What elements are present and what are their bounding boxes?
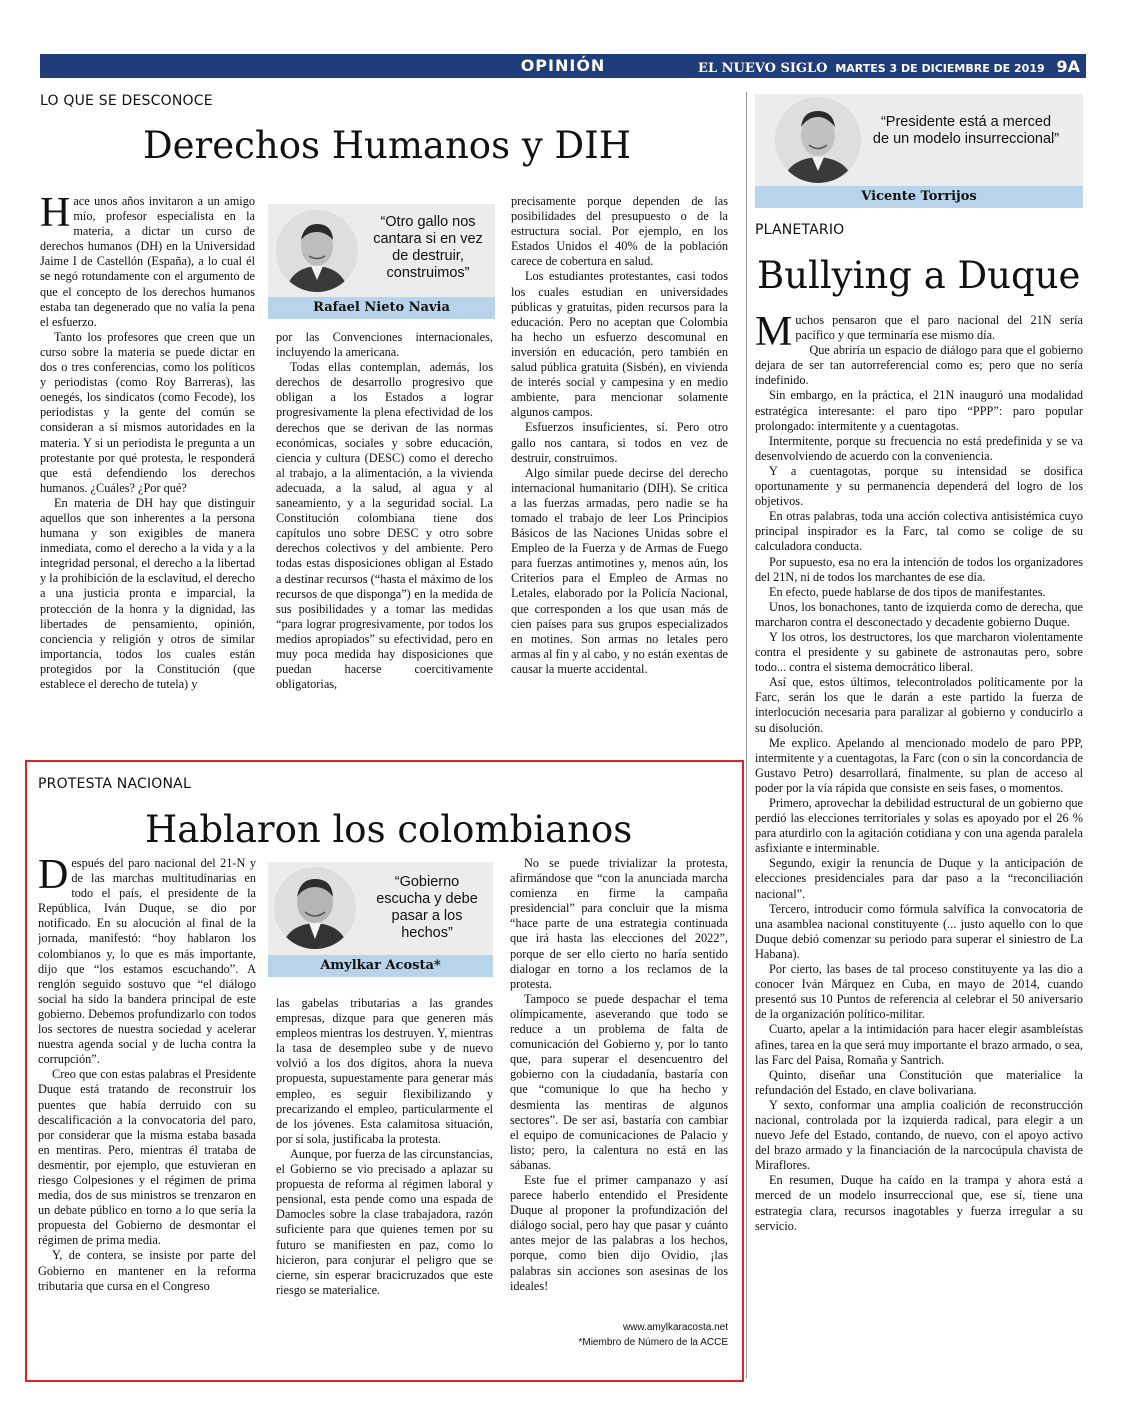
author-portrait xyxy=(276,210,358,292)
author-note: *Miembro de Número de la ACCE xyxy=(578,1337,728,1348)
pull-quote-text: “Otro gallo nos cantara si en vez de destruir, construimos” xyxy=(373,214,483,281)
article3-paragraph: Y los otros, los destructores, los que marcharon violentamente contra el presidente y su gabinete de astronautas pero, sobre todo... contra el sistema democrático liberal. xyxy=(755,629,1083,675)
article2-column-2 xyxy=(276,996,493,1352)
article3-paragraph: Quinto, diseñar una Constitución que materialice la refundación del Estado, en clave bolivariana. xyxy=(755,1067,1083,1097)
pull-quote-text: “Gobierno escucha y debe pasar a los hechos” xyxy=(376,874,478,941)
article2-paragraph: Tampoco se puede despachar el tema olímpicamente, aseverando que todo se reduce a un problema de falta de comunicación del Gobierno y, por lo tanto que, para superar el desencuentro del gobierno con la ciudadanía, bastaría con que “comunique lo que ha hecho y desmienta las mentiras de algunos sectores”. De ser así, bastaría con cambiar el equipo de comunicaciones de Palacio y listo; pero, la calentura no está en las sábanas. xyxy=(510,991,728,1172)
article2-paragraph: Y, de contera, se insiste por parte del Gobierno en mantener en la reforma tributaria que cursa en el Congreso xyxy=(38,1248,256,1293)
article3-paragraph: Por supuesto, esa no era la intención de todos los organizadores del 21N, ni de todos los marchantes de ese día. xyxy=(755,554,1083,584)
article3-paragraph: Y sexto, conformar una amplia coalición de reconstrucción nacional, controlada por la izquierda radical, para elegir a un nuevo Jefe del Estado, contando, de nuevo, con el apoyo activo del brazo armado y la financiación de la narcocúpula chavista de Miraflores. xyxy=(755,1097,1083,1173)
article2-paragraph: las gabelas tributarias a las grandes empresas, dizque para que generen más empleos mientras los destruyen. Y, mientras la tasa de desempleo sube y de nuevo volvió a los dos dígitos, ahora la nueva propuesta, supuestamente para generar más empleo, es seguir flexibilizando y precarizando el empleo, particularmente el de los jóvenes. Esta calamitosa situación, por sí sola, justificaba la protesta. xyxy=(276,996,493,1146)
issue-date: MARTES 3 DE DICIEMBRE DE 2019 xyxy=(835,62,1045,75)
article3-paragraph: Me explico. Apelando al mencionado modelo de paro PPP, intermitente y a cuentagotas, la Farc (con o sin la concordancia de Gustavo Petro) desarrollará, finalmente, su plan de acceso al poder por la vía rápida que consiste en seis fases, o momentos. xyxy=(755,735,1083,795)
article2-paragraph: Creo que con estas palabras el Presidente Duque está tratando de reconstruir los puentes que había derruido con su descalificación a la convocatoria del paro, por considerar que la misma estaba basada en mentiras. Pero, mientras él trataba de desmentir, por ejemplo, que estuvieran en riesgo Colpesiones y el régimen de prima media, dos de sus ministros se trenzaron en un debate público en torno a lo que sería la propuesta del Gobierno de desmontar el régimen de prima media. xyxy=(38,1067,256,1248)
article2-column-1 xyxy=(38,856,256,1352)
portrait-illustration xyxy=(274,867,356,949)
portrait-illustration xyxy=(775,97,861,183)
article3-kicker: PLANETARIO xyxy=(755,222,845,238)
article1-column-2 xyxy=(276,330,493,756)
article1-kicker: LO QUE SE DESCONOCE xyxy=(40,93,213,109)
header-bar xyxy=(40,54,1086,78)
section-title: OPINIÓN xyxy=(520,56,606,75)
article2-column-3 xyxy=(510,856,728,1316)
author-name: Rafael Nieto Navia xyxy=(268,297,495,319)
article3-paragraph: Y a cuentagotas, porque su intensidad se dosifica oportunamente y su permanencia dependerá del logro de los objetivos. xyxy=(755,463,1083,509)
author-name: Amylkar Acosta* xyxy=(268,955,493,977)
article2-paragraph: Aunque, por fuerza de las circunstancias, el Gobierno se vio precisado a aplazar su propuesta de reforma al régimen laboral y pensional, esta pende como una espada de Damocles sobre la clase trabajadora, razón suficiente para que quienes temen por su futuro se manifiesten en paz, como lo hicieron, para conjurar el peligro que se cierne, sin esperar bracicruzados que este riesgo se materialice. xyxy=(276,1146,493,1297)
article3-paragraph: En resumen, Duque ha caído en la trampa y ahora está a merced de un modelo insurreccional que, ese sí, tiene una estrategia clara, recursos inagotables y fuerza irregular a su servicio. xyxy=(755,1173,1083,1233)
article2-paragraph: Este fue el primer campanazo y así parece haberlo entendido el Presidente Duque al proponer la profundización del diálogo social, pero hay que pasar y cuánto antes mejor de las palabras a los hechos, porque, como bien dijo Ovidio, ¡las palabras sin acciones son asesinas de los ideales! xyxy=(510,1172,728,1293)
article3-paragraph: Cuarto, apelar a la intimidación para hacer elegir asambleístas afines, tarea en la que será muy importante el brazo armado, o sea, las Farc del Paisa, Romaña y Santrich. xyxy=(755,1022,1083,1067)
article1-paragraph: Los estudiantes protestantes, casi todos los cuales estudian en universidades públicas y gratuitas, piden recursos para la educación. Pero no aceptan que Colombia ha hecho un esfuerzo descomunal en inversión en educación, pero también en salud pública gratuita (Sisbén), en vivienda de interés social y campesina y en medio ambiente, para mencionar solamente algunos campos. xyxy=(511,269,728,420)
article1-paragraph: Esfuerzos insuficientes, sí. Pero otro gallo nos cantara, si todos en vez de destruir, construimos. xyxy=(511,420,728,465)
article1-paragraph: por las Convenciones internacionales, incluyendo la americana. xyxy=(276,330,493,360)
article2-text: espués del paro nacional del 21-N y de las marchas multitudinarias en todo el país, el presidente de la República, Iván Duque, se dio por notificado. En su alocución al final de la jornada, manifestó: “hoy hablaron los colombianos y, lo que es más importante, dijo que “los estamos escuchando”. A renglón seguido sostuvo que “el diálogo social ha sido la bandera principal de este gobierno. Debemos profundizarlo con todos los sectores de nuestra sociedad y acelerar nuestra agenda social y de lucha contra la corrupción”. xyxy=(38,856,256,1067)
article1-text: ace unos años invitaron a un amigo mío, profesor especialista en la materia, a dictar un curso de derechos humanos (DH) en la Universidad Jaime I de Castellón (España), a lo cual él se negó rotundamente con el argumento de que el concepto de los derechos humanos estaba tan degenerado que no valía la pena el esfuerzo. xyxy=(40,194,255,329)
article1-dropcap: H xyxy=(40,194,71,236)
author-portrait xyxy=(775,97,861,183)
article2-paragraph xyxy=(38,856,256,1067)
article3-paragraph: En otras palabras, toda una acción colectiva antisistémica cuyo principal inspirador es la Farc, tal como se colige de su calculadora conducta. xyxy=(755,509,1083,554)
article1-column-1 xyxy=(40,194,255,756)
article3-pull-quote xyxy=(755,94,1083,208)
article3-paragraph: En efecto, puede hablarse de dos tipos de manifestantes. xyxy=(769,584,1046,599)
page-number: 9A xyxy=(1056,57,1080,76)
article1-column-3 xyxy=(511,194,728,756)
article1-pull-quote xyxy=(268,204,495,319)
author-portrait xyxy=(274,867,356,949)
article2-title: Hablaron los colombianos xyxy=(145,808,633,851)
article1-paragraph: En materia de DH hay que distinguir aquellos que son inherentes a la persona humana y son exigibles de manera inmediata, como el derecho a la vida y a la integridad personal, el derecho a la libertad y la prohibición de la esclavitud, el derecho a una justicia pronta e imparcial, la protección de la honra y la dignidad, las libertades de pensamiento, opinión, conciencia y religión y otros de similar importancia, todos los cuales están protegidos por la Constitución (que establece el derecho de tutela) y xyxy=(40,495,255,691)
article2-paragraph: No se puede trivializar la protesta, afirmándose que “con la anunciada marcha comienza en firme la campaña presidencial” para concluir que la misma “hace parte de una estrategia continuada que irá hasta las elecciones del 2022”, porque de ser ello cierto no haría sentido dialogar en torno a los reclamos de la protesta. xyxy=(510,856,728,991)
pull-quote-text: “Presidente está a merced de un modelo insurreccional” xyxy=(872,114,1060,147)
article3-paragraph: Segundo, exigir la renuncia de Duque y la anticipación de elecciones presidenciales para dar paso a la “reconciliación nacional”. xyxy=(755,856,1083,901)
article1-paragraph: Todas ellas contemplan, además, los derechos de desarrollo progresivo que obligan a los Estados a lograr progresivamente la plena efectividad de los derechos que se derivan de las normas económicas, sociales y sobre educación, ciencia y cultura (DESC) como el derecho al trabajo, a la alimentación, a la vivienda adecuada, a la salud, al agua y al saneamiento, y a la seguridad social. La Constitución colombiana tiene dos capítulos uno sobre DESC y otro sobre derechos colectivos y del ambiente. Pero todas estas disposiciones obligan al Estado a destinar recursos (“hasta el máximo de los recursos de que disponga”) en la medida de sus posibilidades y a tomar las medidas “para lograr progresivamente, por todos los medios apropiados” su efectividad, pero en muy poca medida hay disposiciones que puedan hacerse coercitivamente obligatorias, xyxy=(276,360,493,692)
author-website: www.amylkaracosta.net xyxy=(622,1322,728,1333)
article1-paragraph: precisamente porque dependen de las posibilidades del presupuesto o de la estructura social. Por ejemplo, en los Estados Unidos el 40% de la población carece de cobertura en salud. xyxy=(511,194,728,269)
article1-title: Derechos Humanos y DIH xyxy=(143,124,632,167)
article3-paragraph: Tercero, introducir como fórmula salvífica la convocatoria de una asamblea nacional constituyente (... justo aquello con lo que Duque debió comenzar su periodo para superar el siniestro de La Habana). xyxy=(755,901,1083,961)
article3-paragraph: Así que, estos últimos, telecontrolados políticamente por la Farc, serán los que le darán a este partido la fuerza de interlocución necesaria para paralizar al gobierno y conducirlo a su disolución. xyxy=(755,675,1083,735)
article1-paragraph: Algo similar puede decirse del derecho internacional humanitario (DIH). Se critica a las fuerzas armadas, pero nadie se ha tomado el trabajo de leer Los Principios Básicos de las Naciones Unidas sobre el Empleo de la Fuerza y de Armas de Fuego para fuerzas antimotines y, menos aún, los Criterios para el Empleo de Armas no Letales, elaborado por la Policía Nacional, que corresponden a los que usan más de cien países para sus grupos especializados en motines. Son armas no letales pero armas al fin y al cabo, y no están exentas de causar la muerte accidental. xyxy=(511,465,728,676)
article3-text: uchos pensaron que el paro nacional del 21N sería pacífico y que terminaría ese mismo día. xyxy=(795,313,1083,343)
article3-body xyxy=(755,313,1083,1357)
author-name: Vicente Torrijos xyxy=(755,186,1083,208)
article3-paragraph: Intermitente, porque su frecuencia no está predefinida y se va desenvolviendo de acuerdo con la conveniencia. xyxy=(755,433,1083,463)
article3-paragraph: Sin embargo, en la práctica, el 21N inauguró una modalidad estratégica interesante: el paro tipo “PPP”: paro popular prolongado: intermitente y a cuentagotas. xyxy=(755,388,1083,433)
paper-name: EL NUEVO SIGLO xyxy=(698,61,828,76)
article2-dropcap: D xyxy=(38,856,69,898)
article2-pull-quote xyxy=(268,862,493,977)
article3-dropcap: M xyxy=(755,313,793,355)
article3-title: Bullying a Duque xyxy=(757,254,1081,297)
portrait-illustration xyxy=(276,210,358,292)
article1-paragraph xyxy=(40,194,255,330)
article3-paragraph: Unos, los bonachones, tanto de izquierda como de derecha, que marcharon contra el desconectado y decadente gobierno Duque. xyxy=(755,599,1083,629)
article3-paragraph: Que abriría un espacio de diálogo para que el gobierno dejara de ser tan autorreferencial como es; pero que no sería indefinido. xyxy=(755,343,1083,388)
article3-paragraph xyxy=(755,313,1083,355)
column-divider xyxy=(746,92,747,1378)
article2-kicker: PROTESTA NACIONAL xyxy=(38,776,191,792)
article1-paragraph: Tanto los profesores que creen que un curso sobre la materia se puede dictar en dos o tres conferencias, como los políticos y periodistas (como Roy Barreras), las oenegés, los sindicatos (como Fecode), los periodistas y la gente del común se consideran a sí mismos autoridades en la materia. Y si un periodista le pregunta a un protestante por qué protesta, le responderá que está defendiendo los derechos humanos. ¿Cuáles? ¿Por qué? xyxy=(40,329,255,495)
header-right xyxy=(698,57,1080,76)
article3-paragraph: Primero, aprovechar la debilidad estructural de un gobierno que perdió las elecciones territoriales y solas es apoyado por el 26 % para aturdirlo con la agitación cotidiana y con una agenda paralela asfixiante e interminable. xyxy=(755,796,1083,856)
article3-paragraph: Por cierto, las bases de tal proceso constituyente ya las dio a conocer Iván Márquez en Cuba, en mayo de 2014, cuando presentó sus 10 Puntos de referencia al celebrar el 50 aniversario de la organización político-militar. xyxy=(755,962,1083,1022)
